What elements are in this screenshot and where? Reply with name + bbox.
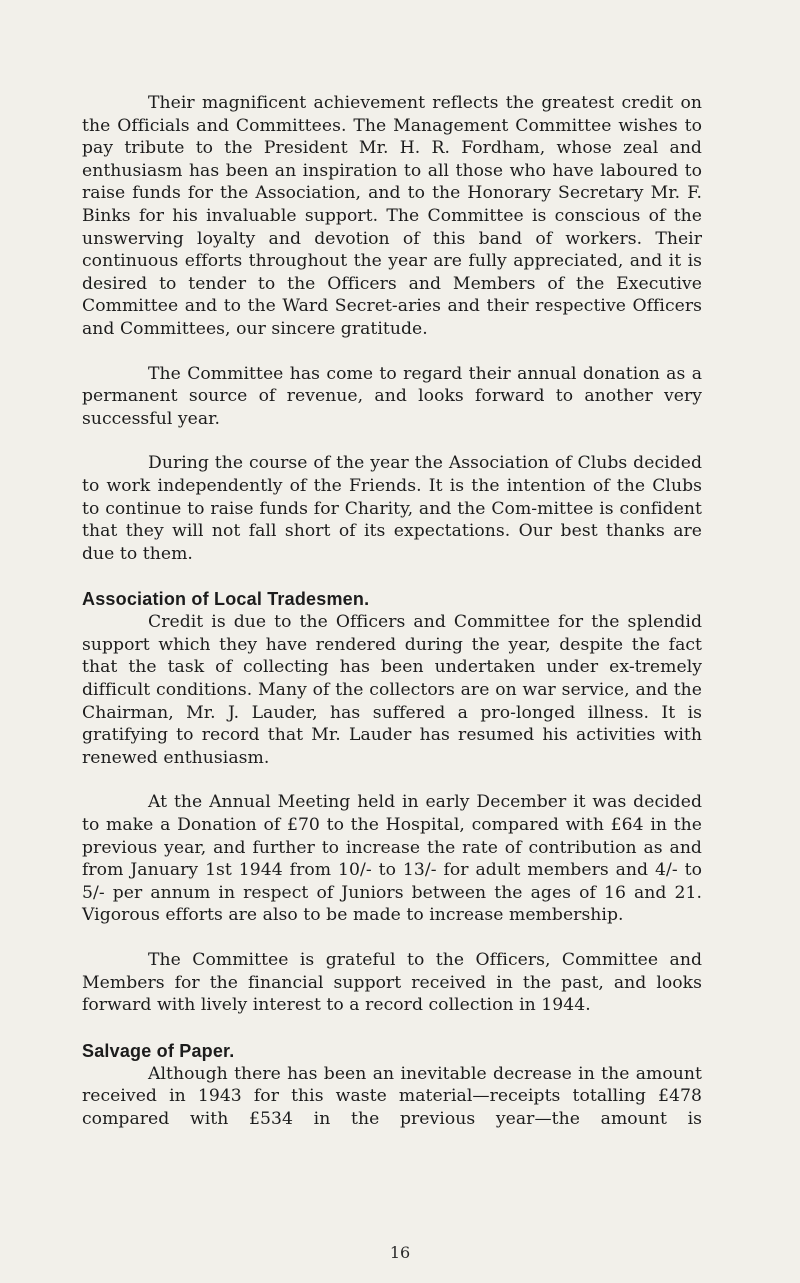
paragraph-officials-tribute: Their magnificent achievement reflects the greatest credit on the Officials and Committees. The Management Committee wishes to pay tribute to the President Mr. H. R. Fordham, whose zeal and enthusiasm has been an inspiration to all those who have laboured to raise funds for the Association, and to the Honorary Secretary Mr. F. Binks for his invaluable support. The Committee is conscious of the unswerving loyalty and devotion of this band of workers. Their continuous efforts throughout the year are fully appreciated, and it is desired to tender to the Officers and Members of the Executive Committee and to the Ward Secret-aries and their respective Officers and Committees, our sincere gratitude.	[82, 93, 702, 339]
paragraph-annual-donation: The Committee has come to regard their annual donation as a permanent source of revenue, and looks forward to another very successful year.	[82, 363, 702, 429]
paragraph-tradesmen-credit: Credit is due to the Officers and Committee for the splendid support which they have rendered during the year, despite the fact that the task of collecting has been undertaken under ex-tremely difficult conditions. Many of the collectors are on war service, and the Chairman, Mr. J. Lauder, has suffered a pro-longed illness. It is gratifying to record that Mr. Lauder has resumed his activities with renewed enthusiasm.	[82, 612, 702, 768]
section-heading-local-tradesmen: Association of Local Tradesmen.	[82, 589, 370, 610]
paragraph-salvage-receipts: Although there has been an inevitable decrease in the amount received in 1943 for this waste material—receipts totalling £478 compared with £534 in the previous year—the amount is	[82, 1063, 702, 1129]
section-heading-salvage-of-paper: Salvage of Paper.	[82, 1040, 235, 1061]
paragraph-annual-meeting: At the Annual Meeting held in early December it was decided to make a Donation of £70 to the Hospital, compared with £64 in the previous year, and further to increase the rate of contribution as and from January 1st 1944 from 10/- to 13/- for adult members and 4/- to 5/- per annum in respect of Juniors between the ages of 16 and 21. Vigorous efforts are also to be made to increase membership.	[82, 792, 702, 926]
page-number: 16	[389, 1243, 411, 1262]
document-page	[82, 92, 702, 1131]
paragraph-association-of-clubs: During the course of the year the Association of Clubs decided to work independently of the Friends. It is the intention of the Clubs to continue to raise funds for Charity, and the Com-mittee is confident that they will not fall short of its expectations. Our best thanks are due to them.	[82, 453, 702, 564]
paragraph-committee-grateful: The Committee is grateful to the Officers, Committee and Members for the financial support received in the past, and looks forward with lively interest to a record collection in 1944.	[82, 950, 702, 1016]
